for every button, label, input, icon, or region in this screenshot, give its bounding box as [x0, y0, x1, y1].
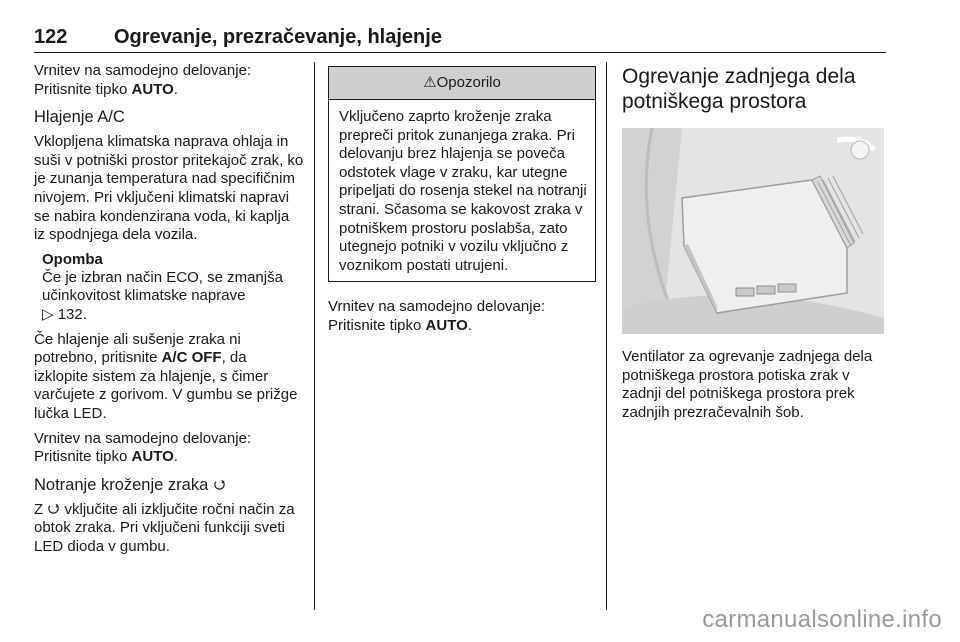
paragraph-ac-off: Če hlajenje ali sušenje zraka ni potrebno, pritisnite A/C OFF, da izklopite sistem za hlajenje, s čimer varčujete z gorivom. V gumbu se prižge lučka LED. [34, 330, 298, 422]
warning-title: Opozorilo [436, 74, 501, 91]
note-title: Opomba [42, 250, 103, 268]
auto-key-label: AUTO [425, 316, 468, 334]
page-ref-arrow-icon: ▷ [42, 305, 54, 323]
auto-key-label: AUTO [131, 448, 174, 466]
rear-heater-vent-illustration [622, 128, 884, 334]
note-block [42, 251, 304, 325]
paragraph-recirculation: Z vključite ali izključite ročni način za obtok zraka. Pri vključeni funkciji sveti LED dioda v gumbu. [34, 500, 295, 555]
note-text: Če je izbran način ECO, se zmanjša učinkovitost klimatske naprave ▷ 132. [42, 268, 283, 323]
warning-body [329, 100, 595, 281]
warning-box [328, 66, 596, 282]
recirculation-icon [47, 502, 60, 515]
warning-triangle-icon: ⚠ [423, 74, 437, 91]
paragraph-auto-return-2: Vrnitev na samodejno delovanje: Pritisnite tipko AUTO. [34, 429, 252, 466]
page-number: 122 [34, 26, 68, 48]
page-title: Ogrevanje, prezračevanje, hlajenje [114, 26, 442, 48]
warning-text: Vključeno zaprto kroženje zraka prepreči pritok zunanjega zraka. Pri delovanju brez hlajenja se poveča odstotek vlage v zraku, kar utegne pripeljati do rosenja stekel na notranji strani. Sčasoma se kakovost zraka v potniškem prostoru poslabša, zato utegnejo potniki v vozilu vključno z voznikom postati utrujeni. [339, 108, 587, 274]
column-middle [328, 62, 596, 342]
paragraph-rear-heating: Ventilator za ogrevanje zadnjega dela potniškega prostora potiska zrak v zadnji del potniškega prostora prek zadnjih prezračevalnih šob. [622, 348, 873, 421]
heading-rear-heating: Ogrevanje zadnjega dela potniškega prostora [622, 65, 856, 113]
column-left [34, 62, 304, 562]
warning-header [329, 67, 595, 100]
column-divider [606, 62, 607, 610]
column-right [622, 62, 888, 428]
auto-key-label: AUTO [131, 80, 174, 98]
paragraph-auto-return-3: Vrnitev na samodejno delovanje: Pritisnite tipko AUTO. [328, 298, 546, 334]
recirculation-icon [213, 478, 226, 491]
heading-recirculation: Notranje kroženje zraka [34, 475, 304, 495]
paragraph-auto-return: Vrnitev na samodejno delovanje: Pritisnite tipko AUTO. [34, 62, 252, 98]
paragraph-ac-description: Vklopljena klimatska naprava ohlaja in suši v potniški prostor pritekajoč zrak, ko je zunanja temperatura nad specifičnim nivojem. Pri vključeni klimatski napravi se nabira kondenzirana voda, ki kaplja iz spodnjega dela vozila. [34, 133, 304, 244]
page-header [34, 22, 886, 53]
watermark: carmanualsonline.info [702, 606, 942, 633]
note-page-ref: 132. [57, 305, 87, 323]
heading-ac-cooling: Hlajenje A/C [34, 108, 125, 127]
column-divider [314, 62, 315, 610]
ac-off-key-label: A/C OFF [161, 349, 222, 367]
